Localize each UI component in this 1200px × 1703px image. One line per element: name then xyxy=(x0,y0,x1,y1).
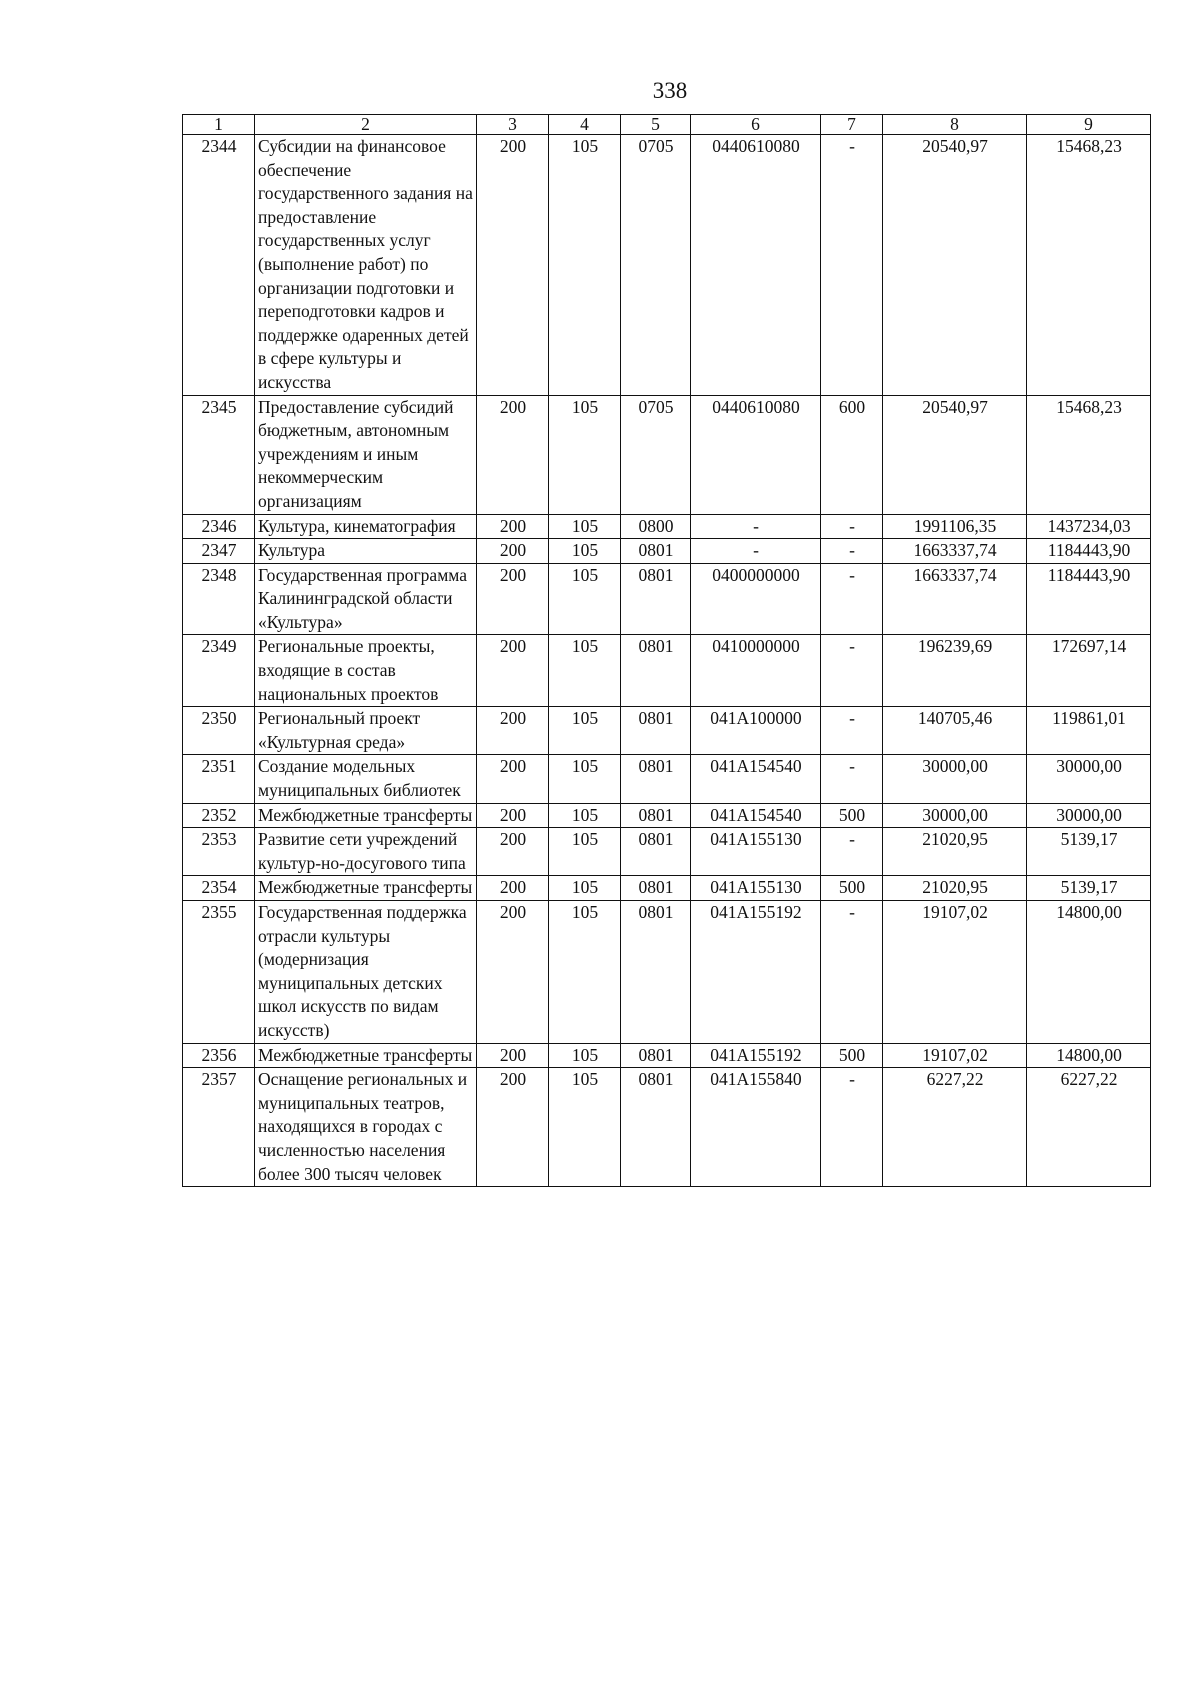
row-name: Оснащение региональных и муниципальных театров, находящихся в городах с численностью населения более 300 тысяч человек xyxy=(255,1068,477,1187)
row-name: Развитие сети учреждений культур-но-досугового типа xyxy=(255,828,477,876)
cell-col8: 1663337,74 xyxy=(883,563,1027,635)
table-row xyxy=(183,135,1151,396)
column-header: 2 xyxy=(255,115,477,135)
cell-col3: 200 xyxy=(477,755,549,803)
cell-col9: 119861,01 xyxy=(1027,707,1151,755)
cell-col3: 200 xyxy=(477,876,549,901)
cell-col6: 0400000000 xyxy=(691,563,821,635)
cell-col9: 1184443,90 xyxy=(1027,563,1151,635)
cell-col9: 30000,00 xyxy=(1027,803,1151,828)
row-number: 2350 xyxy=(183,707,255,755)
row-number: 2346 xyxy=(183,514,255,539)
cell-col4: 105 xyxy=(549,635,621,707)
row-number: 2345 xyxy=(183,395,255,514)
cell-col4: 105 xyxy=(549,828,621,876)
cell-col7: - xyxy=(821,514,883,539)
table-row xyxy=(183,876,1151,901)
cell-col7: - xyxy=(821,755,883,803)
cell-col9: 15468,23 xyxy=(1027,135,1151,396)
cell-col5: 0801 xyxy=(621,539,691,564)
cell-col7: - xyxy=(821,901,883,1044)
cell-col5: 0801 xyxy=(621,1043,691,1068)
table-row xyxy=(183,755,1151,803)
cell-col5: 0801 xyxy=(621,755,691,803)
cell-col9: 14800,00 xyxy=(1027,1043,1151,1068)
row-number: 2354 xyxy=(183,876,255,901)
row-name: Межбюджетные трансферты xyxy=(255,876,477,901)
cell-col4: 105 xyxy=(549,135,621,396)
cell-col3: 200 xyxy=(477,135,549,396)
table-row xyxy=(183,395,1151,514)
table-row xyxy=(183,803,1151,828)
column-header: 4 xyxy=(549,115,621,135)
cell-col6: 041A155130 xyxy=(691,876,821,901)
cell-col7: 500 xyxy=(821,876,883,901)
cell-col3: 200 xyxy=(477,1043,549,1068)
row-number: 2348 xyxy=(183,563,255,635)
cell-col5: 0801 xyxy=(621,563,691,635)
cell-col3: 200 xyxy=(477,707,549,755)
cell-col6: 041A155130 xyxy=(691,828,821,876)
cell-col5: 0801 xyxy=(621,901,691,1044)
cell-col8: 30000,00 xyxy=(883,755,1027,803)
cell-col7: 500 xyxy=(821,803,883,828)
cell-col5: 0801 xyxy=(621,803,691,828)
column-header: 7 xyxy=(821,115,883,135)
cell-col7: - xyxy=(821,539,883,564)
table-row xyxy=(183,901,1151,1044)
column-number-row xyxy=(183,115,1151,135)
cell-col8: 21020,95 xyxy=(883,828,1027,876)
cell-col5: 0801 xyxy=(621,1068,691,1187)
cell-col3: 200 xyxy=(477,563,549,635)
cell-col5: 0801 xyxy=(621,828,691,876)
cell-col7: - xyxy=(821,828,883,876)
cell-col4: 105 xyxy=(549,1068,621,1187)
table-row xyxy=(183,514,1151,539)
row-number: 2351 xyxy=(183,755,255,803)
column-header: 5 xyxy=(621,115,691,135)
cell-col6: 0440610080 xyxy=(691,395,821,514)
cell-col9: 1437234,03 xyxy=(1027,514,1151,539)
cell-col9: 15468,23 xyxy=(1027,395,1151,514)
cell-col5: 0801 xyxy=(621,635,691,707)
column-header: 1 xyxy=(183,115,255,135)
cell-col8: 20540,97 xyxy=(883,395,1027,514)
cell-col6: 041A155840 xyxy=(691,1068,821,1187)
row-name: Межбюджетные трансферты xyxy=(255,803,477,828)
budget-table xyxy=(182,114,1151,1187)
table-row xyxy=(183,707,1151,755)
cell-col6: 0440610080 xyxy=(691,135,821,396)
cell-col7: - xyxy=(821,563,883,635)
column-header: 9 xyxy=(1027,115,1151,135)
cell-col6: 0410000000 xyxy=(691,635,821,707)
cell-col4: 105 xyxy=(549,876,621,901)
cell-col6: 041A154540 xyxy=(691,755,821,803)
row-name: Региональные проекты, входящие в состав национальных проектов xyxy=(255,635,477,707)
cell-col6: 041A155192 xyxy=(691,901,821,1044)
cell-col6: 041A100000 xyxy=(691,707,821,755)
table-row xyxy=(183,539,1151,564)
cell-col7: - xyxy=(821,707,883,755)
cell-col8: 30000,00 xyxy=(883,803,1027,828)
cell-col9: 5139,17 xyxy=(1027,876,1151,901)
cell-col7: - xyxy=(821,1068,883,1187)
row-number: 2352 xyxy=(183,803,255,828)
cell-col4: 105 xyxy=(549,755,621,803)
cell-col6: - xyxy=(691,539,821,564)
cell-col9: 5139,17 xyxy=(1027,828,1151,876)
cell-col8: 19107,02 xyxy=(883,901,1027,1044)
cell-col3: 200 xyxy=(477,395,549,514)
cell-col8: 19107,02 xyxy=(883,1043,1027,1068)
cell-col5: 0705 xyxy=(621,395,691,514)
cell-col8: 20540,97 xyxy=(883,135,1027,396)
cell-col6: - xyxy=(691,514,821,539)
cell-col3: 200 xyxy=(477,901,549,1044)
table-row xyxy=(183,828,1151,876)
row-number: 2353 xyxy=(183,828,255,876)
column-header: 8 xyxy=(883,115,1027,135)
cell-col4: 105 xyxy=(549,563,621,635)
cell-col8: 1663337,74 xyxy=(883,539,1027,564)
cell-col8: 196239,69 xyxy=(883,635,1027,707)
cell-col3: 200 xyxy=(477,514,549,539)
cell-col5: 0801 xyxy=(621,876,691,901)
cell-col7: 600 xyxy=(821,395,883,514)
row-name: Региональный проект «Культурная среда» xyxy=(255,707,477,755)
table-row xyxy=(183,1043,1151,1068)
cell-col6: 041A154540 xyxy=(691,803,821,828)
row-number: 2356 xyxy=(183,1043,255,1068)
cell-col9: 6227,22 xyxy=(1027,1068,1151,1187)
table-row xyxy=(183,635,1151,707)
cell-col3: 200 xyxy=(477,828,549,876)
cell-col4: 105 xyxy=(549,1043,621,1068)
cell-col5: 0705 xyxy=(621,135,691,396)
cell-col8: 6227,22 xyxy=(883,1068,1027,1187)
cell-col3: 200 xyxy=(477,1068,549,1187)
row-name: Культура, кинематография xyxy=(255,514,477,539)
cell-col3: 200 xyxy=(477,803,549,828)
row-number: 2355 xyxy=(183,901,255,1044)
row-name: Государственная поддержка отрасли культуры (модернизация муниципальных детских школ искусств по видам искусств) xyxy=(255,901,477,1044)
cell-col7: - xyxy=(821,635,883,707)
cell-col4: 105 xyxy=(549,901,621,1044)
cell-col4: 105 xyxy=(549,514,621,539)
column-header: 6 xyxy=(691,115,821,135)
table-row xyxy=(183,563,1151,635)
cell-col4: 105 xyxy=(549,803,621,828)
row-name: Предоставление субсидий бюджетным, автономным учреждениям и иным некоммерческим организациям xyxy=(255,395,477,514)
cell-col9: 30000,00 xyxy=(1027,755,1151,803)
cell-col8: 1991106,35 xyxy=(883,514,1027,539)
row-name: Создание модельных муниципальных библиотек xyxy=(255,755,477,803)
cell-col7: 500 xyxy=(821,1043,883,1068)
cell-col9: 14800,00 xyxy=(1027,901,1151,1044)
cell-col4: 105 xyxy=(549,395,621,514)
row-name: Межбюджетные трансферты xyxy=(255,1043,477,1068)
cell-col5: 0800 xyxy=(621,514,691,539)
row-name: Субсидии на финансовое обеспечение государственного задания на предоставление государственных услуг (выполнение работ) по организации подготовки и переподготовки кадров и поддержке одаренных детей в сфере культуры и искусства xyxy=(255,135,477,396)
row-number: 2357 xyxy=(183,1068,255,1187)
cell-col9: 1184443,90 xyxy=(1027,539,1151,564)
cell-col9: 172697,14 xyxy=(1027,635,1151,707)
row-number: 2347 xyxy=(183,539,255,564)
cell-col4: 105 xyxy=(549,707,621,755)
cell-col7: - xyxy=(821,135,883,396)
row-number: 2344 xyxy=(183,135,255,396)
row-number: 2349 xyxy=(183,635,255,707)
row-name: Государственная программа Калининградской области «Культура» xyxy=(255,563,477,635)
page-number: 338 xyxy=(652,78,688,103)
cell-col6: 041A155192 xyxy=(691,1043,821,1068)
cell-col3: 200 xyxy=(477,539,549,564)
column-header: 3 xyxy=(477,115,549,135)
cell-col5: 0801 xyxy=(621,707,691,755)
cell-col3: 200 xyxy=(477,635,549,707)
cell-col4: 105 xyxy=(549,539,621,564)
table-row xyxy=(183,1068,1151,1187)
cell-col8: 21020,95 xyxy=(883,876,1027,901)
row-name: Культура xyxy=(255,539,477,564)
cell-col8: 140705,46 xyxy=(883,707,1027,755)
